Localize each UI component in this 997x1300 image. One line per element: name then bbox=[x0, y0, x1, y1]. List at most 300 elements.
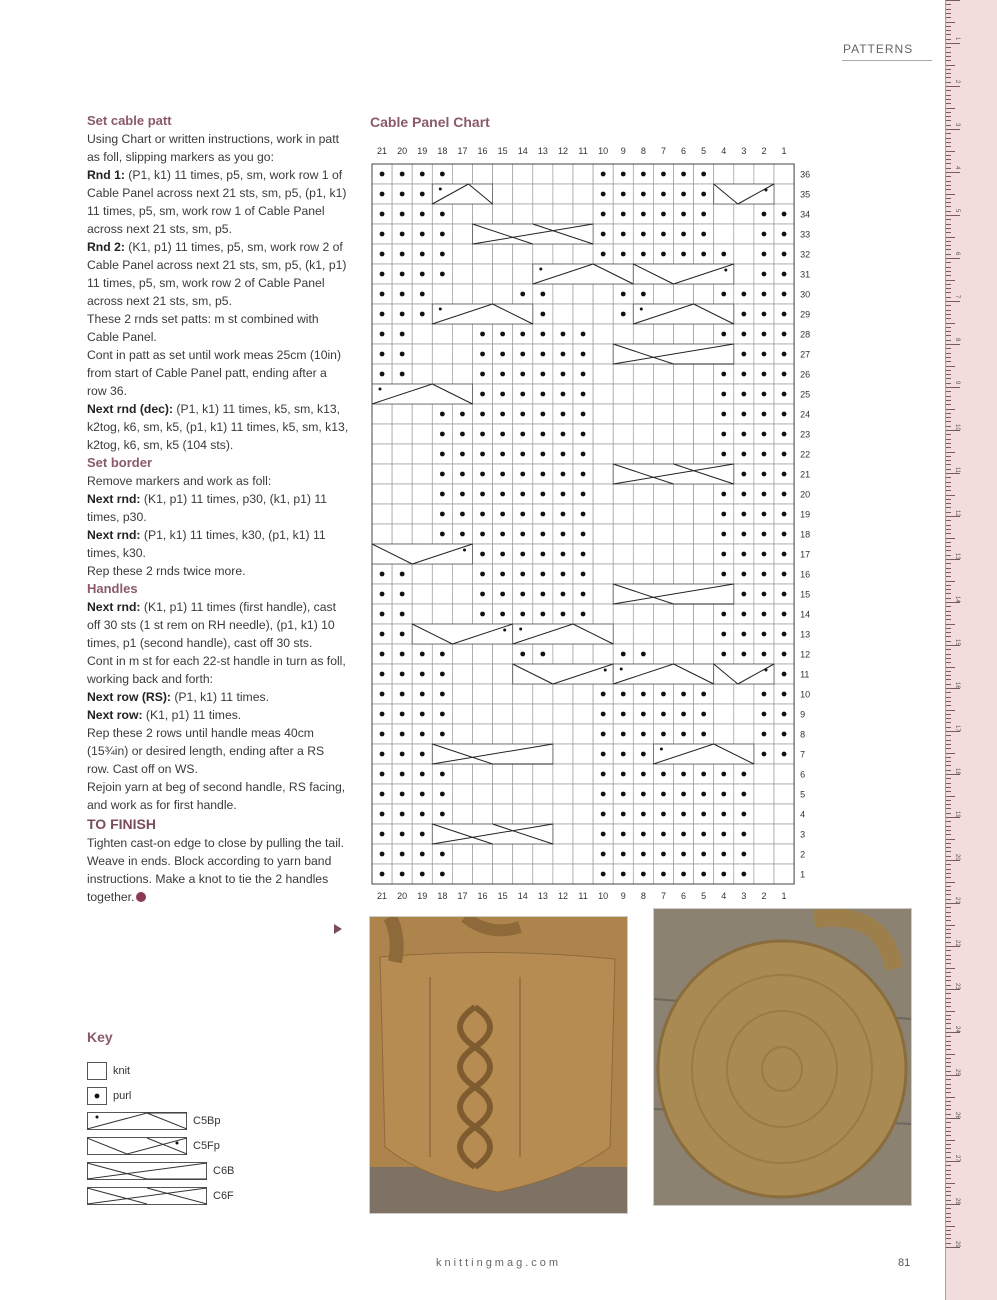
chart-row-label: 17 bbox=[800, 549, 811, 560]
chart-purl-dot bbox=[540, 612, 545, 617]
ruler-tick bbox=[946, 873, 951, 874]
chart-purl-dot bbox=[681, 872, 686, 877]
chart-purl-dot bbox=[741, 512, 746, 517]
chart-cell bbox=[473, 864, 493, 884]
chart-cell bbox=[513, 244, 533, 264]
chart-cell bbox=[412, 564, 432, 584]
ruler-tick bbox=[946, 576, 951, 577]
ruler-tick bbox=[946, 796, 955, 797]
chart-cell bbox=[553, 844, 573, 864]
chart-cell bbox=[593, 304, 613, 324]
ruler-tick bbox=[946, 598, 951, 599]
chart-purl-dot bbox=[420, 772, 425, 777]
chart-purl-dot bbox=[480, 532, 485, 537]
chart-row-label: 30 bbox=[800, 289, 811, 300]
chart-purl-dot bbox=[721, 552, 726, 557]
chart-cell bbox=[553, 244, 573, 264]
ruler-tick bbox=[946, 791, 951, 792]
chart-purl-dot bbox=[440, 472, 445, 477]
chart-purl-dot bbox=[440, 672, 445, 677]
chart-purl-dot bbox=[641, 832, 646, 837]
key-c5bp-label: C5Bp bbox=[193, 1115, 221, 1127]
chart-title: Cable Panel Chart bbox=[370, 114, 490, 130]
chart-purl-dot bbox=[440, 532, 445, 537]
chart-purl-dot bbox=[641, 692, 646, 697]
chart-purl-dot bbox=[440, 212, 445, 217]
chart-row-label: 26 bbox=[800, 369, 811, 380]
ruler-number: 14 bbox=[954, 596, 960, 603]
ruler-tick bbox=[946, 1079, 951, 1080]
chart-cell bbox=[573, 684, 593, 704]
chart-purl-dot bbox=[380, 692, 385, 697]
ruler-tick bbox=[946, 245, 951, 246]
chart-purl-dot bbox=[380, 772, 385, 777]
chart-purl-dot bbox=[701, 252, 706, 257]
chart-purl-dot bbox=[762, 392, 767, 397]
chart-purl-dot bbox=[480, 452, 485, 457]
chart-purl-dot bbox=[581, 612, 586, 617]
chart-cell bbox=[493, 644, 513, 664]
ruler-tick bbox=[946, 972, 951, 973]
ruler-tick bbox=[946, 555, 951, 556]
chart-col-label-top: 4 bbox=[721, 146, 727, 156]
ruler-tick bbox=[946, 1208, 951, 1209]
chart-cell bbox=[573, 304, 593, 324]
ruler-tick bbox=[946, 1049, 951, 1050]
chart-purl-dot bbox=[762, 752, 767, 757]
ruler-tick bbox=[946, 409, 955, 410]
ruler-tick bbox=[946, 980, 951, 981]
chart-purl-dot bbox=[440, 412, 445, 417]
ruler-tick bbox=[946, 305, 951, 306]
chart-row-label: 1 bbox=[800, 869, 806, 880]
ruler-tick bbox=[946, 1221, 951, 1222]
chart-cell bbox=[432, 364, 452, 384]
chart-purl-dot bbox=[621, 252, 626, 257]
chart-cell bbox=[553, 284, 573, 304]
key-purl bbox=[87, 1086, 131, 1106]
chart-cell bbox=[473, 664, 493, 684]
chart-purl-dot bbox=[621, 812, 626, 817]
chart-purl-dot bbox=[561, 372, 566, 377]
chart-purl-dot bbox=[581, 572, 586, 577]
chart-purl-dot bbox=[540, 532, 545, 537]
ruler-tick bbox=[946, 929, 951, 930]
chart-col-label-top: 3 bbox=[741, 146, 747, 156]
chart-purl-dot bbox=[721, 572, 726, 577]
chart-purl-dot bbox=[762, 532, 767, 537]
chart-cell bbox=[573, 844, 593, 864]
chart-purl-dot bbox=[741, 472, 746, 477]
chart-cell bbox=[653, 324, 673, 344]
ruler-tick bbox=[946, 710, 955, 711]
chart-purl-dot bbox=[420, 812, 425, 817]
ruler-tick bbox=[946, 525, 951, 526]
ruler-tick bbox=[946, 1071, 951, 1072]
chart-col-label-top: 20 bbox=[397, 146, 408, 156]
chart-purl-dot bbox=[540, 292, 545, 297]
chart-row-label: 3 bbox=[800, 829, 806, 840]
ruler-tick bbox=[946, 813, 951, 814]
ruler-tick bbox=[946, 129, 960, 130]
chart-purl-dot bbox=[782, 452, 787, 457]
chart-cell bbox=[452, 664, 472, 684]
chart-purl-dot bbox=[681, 232, 686, 237]
chart-col-label-bottom: 20 bbox=[397, 891, 408, 901]
chart-cell bbox=[493, 844, 513, 864]
ruler-tick bbox=[946, 1097, 955, 1098]
chart-purl-dot bbox=[762, 252, 767, 257]
chart-purl-dot bbox=[380, 312, 385, 317]
chart-cell bbox=[573, 804, 593, 824]
chart-purl-dot bbox=[721, 252, 726, 257]
ruler-tick bbox=[946, 1200, 951, 1201]
chart-cell bbox=[412, 364, 432, 384]
chart-purl-dot bbox=[460, 492, 465, 497]
chart-purl-dot bbox=[661, 772, 666, 777]
chart-cell bbox=[452, 344, 472, 364]
chart-purl-dot bbox=[581, 372, 586, 377]
chart-col-label-top: 11 bbox=[578, 146, 588, 156]
chart-cell bbox=[653, 284, 673, 304]
chart-cell bbox=[774, 864, 794, 884]
ruler-tick bbox=[946, 1109, 951, 1110]
ruler-tick bbox=[946, 1157, 951, 1158]
chart-purl-dot bbox=[480, 332, 485, 337]
chart-cell bbox=[653, 544, 673, 564]
set-cable-heading: Set cable patt bbox=[87, 113, 172, 128]
chart-cell bbox=[613, 484, 633, 504]
chart-col-label-top: 5 bbox=[701, 146, 707, 156]
chart-cable-purl-dot bbox=[379, 388, 382, 391]
chart-cable-purl-dot bbox=[604, 669, 607, 672]
ruler-tick bbox=[946, 301, 960, 302]
chart-cell bbox=[493, 764, 513, 784]
chart-purl-dot bbox=[621, 232, 626, 237]
chart-purl-dot bbox=[741, 452, 746, 457]
ruler-tick bbox=[946, 138, 951, 139]
chart-col-label-bottom: 1 bbox=[781, 891, 787, 901]
chart-purl-dot bbox=[641, 712, 646, 717]
chart-cell bbox=[653, 644, 673, 664]
chart-purl-dot bbox=[400, 272, 405, 277]
chart-purl-dot bbox=[500, 452, 505, 457]
chart-purl-dot bbox=[400, 832, 405, 837]
ruler-tick bbox=[946, 9, 951, 10]
chart-purl-dot bbox=[540, 332, 545, 337]
chart-cell bbox=[774, 804, 794, 824]
chart-purl-dot bbox=[500, 392, 505, 397]
chart-row-label: 12 bbox=[800, 649, 811, 660]
chart-cell bbox=[412, 344, 432, 364]
ruler-tick bbox=[946, 39, 951, 40]
chart-purl-dot bbox=[540, 392, 545, 397]
chart-cell bbox=[553, 204, 573, 224]
chart-purl-dot bbox=[581, 532, 586, 537]
chart-purl-dot bbox=[540, 372, 545, 377]
chart-cell bbox=[372, 504, 392, 524]
chart-cell bbox=[593, 444, 613, 464]
chart-cell bbox=[513, 764, 533, 784]
ruler-tick bbox=[946, 340, 951, 341]
chart-purl-dot bbox=[540, 552, 545, 557]
chart-purl-dot bbox=[520, 432, 525, 437]
chart-cell bbox=[633, 544, 653, 564]
ruler-tick bbox=[946, 1165, 951, 1166]
chart-purl-dot bbox=[762, 412, 767, 417]
chart-row-label: 7 bbox=[800, 749, 806, 760]
chart-cell bbox=[573, 864, 593, 884]
border-rnd2-label: Next rnd: bbox=[87, 528, 141, 542]
chart-purl-dot bbox=[581, 492, 586, 497]
chart-cell bbox=[372, 524, 392, 544]
chart-row-label: 32 bbox=[800, 249, 811, 260]
chart-row-label: 11 bbox=[800, 669, 810, 680]
chart-purl-dot bbox=[460, 452, 465, 457]
ruler-tick bbox=[946, 701, 951, 702]
ruler-tick bbox=[946, 90, 951, 91]
chart-cell bbox=[533, 724, 553, 744]
ruler-tick bbox=[946, 99, 951, 100]
ruler-tick bbox=[946, 69, 951, 70]
chart-purl-dot bbox=[741, 332, 746, 337]
chart-cell bbox=[553, 184, 573, 204]
chart-col-label-top: 1 bbox=[781, 146, 787, 156]
chart-cell bbox=[553, 864, 573, 884]
chart-cell bbox=[734, 224, 754, 244]
ruler-tick bbox=[946, 1015, 951, 1016]
chart-row-label: 28 bbox=[800, 329, 811, 340]
chart-purl-dot bbox=[400, 692, 405, 697]
chart-cell bbox=[593, 384, 613, 404]
ruler-tick bbox=[946, 168, 951, 169]
chart-cell bbox=[533, 864, 553, 884]
ruler-tick bbox=[946, 383, 951, 384]
chart-cell bbox=[473, 264, 493, 284]
chart-purl-dot bbox=[520, 552, 525, 557]
chart-row-label: 2 bbox=[800, 849, 806, 860]
chart-cell bbox=[674, 324, 694, 344]
chart-purl-dot bbox=[520, 492, 525, 497]
chart-cable-purl-dot bbox=[519, 628, 522, 631]
ruler-tick bbox=[946, 529, 951, 530]
chart-purl-dot bbox=[721, 632, 726, 637]
chart-cell bbox=[674, 364, 694, 384]
chart-cell bbox=[674, 604, 694, 624]
chart-purl-dot bbox=[440, 652, 445, 657]
chart-purl-dot bbox=[661, 812, 666, 817]
set-cable-intro: Using Chart or written instructions, work in patt as foll, slipping markers as you go: bbox=[87, 132, 339, 164]
chart-cell bbox=[633, 504, 653, 524]
chart-purl-dot bbox=[762, 692, 767, 697]
chart-purl-dot bbox=[440, 692, 445, 697]
ruler-number: 16 bbox=[954, 682, 960, 689]
chart-purl-dot bbox=[641, 872, 646, 877]
chart-cell bbox=[694, 504, 714, 524]
chart-purl-dot bbox=[762, 312, 767, 317]
chart-purl-dot bbox=[762, 572, 767, 577]
chart-cell bbox=[674, 624, 694, 644]
chart-cell bbox=[633, 324, 653, 344]
footer-url: knittingmag.com bbox=[435, 1257, 562, 1269]
ruler-tick bbox=[946, 194, 955, 195]
ruler-tick bbox=[946, 843, 951, 844]
ruler-tick bbox=[946, 297, 951, 298]
c6b-symbol-icon bbox=[87, 1162, 207, 1180]
chart-purl-dot bbox=[701, 772, 706, 777]
chart-purl-dot bbox=[500, 492, 505, 497]
ruler-number: 10 bbox=[954, 424, 960, 431]
chart-col-label-bottom: 12 bbox=[557, 891, 568, 901]
chart-col-label-bottom: 5 bbox=[701, 891, 707, 901]
chart-purl-dot bbox=[681, 792, 686, 797]
chart-cell bbox=[754, 804, 774, 824]
handles-ws-row bbox=[87, 706, 349, 724]
chart-purl-dot bbox=[701, 192, 706, 197]
chart-purl-dot bbox=[661, 792, 666, 797]
ruler-tick bbox=[946, 1041, 951, 1042]
chart-purl-dot bbox=[380, 612, 385, 617]
ruler-tick bbox=[946, 959, 951, 960]
ruler-tick bbox=[946, 1178, 951, 1179]
chart-cell bbox=[553, 704, 573, 724]
chart-row-label: 25 bbox=[800, 389, 811, 400]
chart-purl-dot bbox=[400, 372, 405, 377]
bag-front-photo bbox=[369, 916, 628, 1214]
ruler-tick bbox=[946, 877, 951, 878]
chart-purl-dot bbox=[621, 312, 626, 317]
chart-purl-dot bbox=[681, 732, 686, 737]
chart-purl-dot bbox=[741, 432, 746, 437]
chart-col-label-bottom: 16 bbox=[477, 891, 488, 901]
chart-purl-dot bbox=[540, 492, 545, 497]
chart-cell bbox=[714, 684, 734, 704]
chart-purl-dot bbox=[782, 352, 787, 357]
chart-purl-dot bbox=[681, 812, 686, 817]
chart-purl-dot bbox=[782, 732, 787, 737]
ruler-tick bbox=[946, 950, 951, 951]
chart-cell bbox=[533, 164, 553, 184]
ruler-number: 25 bbox=[954, 1069, 960, 1076]
key-c6b-label: C6B bbox=[213, 1165, 235, 1177]
chart-cell bbox=[573, 704, 593, 724]
chart-cell bbox=[432, 564, 452, 584]
chart-cell bbox=[653, 384, 673, 404]
ruler-tick bbox=[946, 1045, 951, 1046]
chart-purl-dot bbox=[741, 372, 746, 377]
chart-purl-dot bbox=[440, 452, 445, 457]
chart-purl-dot bbox=[782, 252, 787, 257]
chart-cell bbox=[452, 684, 472, 704]
chart-cell bbox=[613, 624, 633, 644]
chart-cell bbox=[593, 504, 613, 524]
chart-purl-dot bbox=[400, 312, 405, 317]
ruler-tick bbox=[946, 280, 955, 281]
chart-row-label: 14 bbox=[800, 609, 811, 620]
chart-col-label-bottom: 15 bbox=[497, 891, 508, 901]
chart-purl-dot bbox=[520, 592, 525, 597]
key-c5bp bbox=[87, 1111, 221, 1131]
chart-cell bbox=[774, 164, 794, 184]
chart-cell bbox=[412, 524, 432, 544]
chart-purl-dot bbox=[540, 512, 545, 517]
ruler-tick bbox=[946, 254, 951, 255]
chart-cell bbox=[754, 164, 774, 184]
ruler-tick bbox=[946, 1122, 951, 1123]
chart-cell bbox=[714, 724, 734, 744]
chart-purl-dot bbox=[520, 392, 525, 397]
chart-cell bbox=[493, 164, 513, 184]
ruler-tick bbox=[946, 783, 951, 784]
chart-purl-dot bbox=[581, 392, 586, 397]
chart-purl-dot bbox=[641, 752, 646, 757]
chart-cell bbox=[473, 644, 493, 664]
chart-cable-purl-dot bbox=[503, 629, 506, 632]
chart-cell bbox=[633, 564, 653, 584]
chart-purl-dot bbox=[480, 492, 485, 497]
chart-purl-dot bbox=[762, 372, 767, 377]
chart-col-label-top: 16 bbox=[477, 146, 488, 156]
set-border-intro: Remove markers and work as foll: bbox=[87, 474, 272, 488]
ruler-tick bbox=[946, 920, 951, 921]
ruler-tick bbox=[946, 864, 951, 865]
chart-purl-dot bbox=[400, 572, 405, 577]
chart-purl-dot bbox=[380, 272, 385, 277]
chart-cell bbox=[493, 664, 513, 684]
chart-purl-dot bbox=[420, 672, 425, 677]
ruler-number: 6 bbox=[954, 252, 960, 256]
c6f-symbol-icon bbox=[87, 1187, 207, 1205]
ruler-tick bbox=[946, 568, 951, 569]
chart-purl-dot bbox=[661, 232, 666, 237]
ruler-tick bbox=[946, 108, 955, 109]
chart-cell bbox=[553, 824, 573, 844]
ruler-tick bbox=[946, 1023, 951, 1024]
chart-row-label: 24 bbox=[800, 409, 811, 420]
chart-cell bbox=[653, 604, 673, 624]
ruler-number: 4 bbox=[954, 166, 960, 170]
chart-cell bbox=[452, 324, 472, 344]
chart-purl-dot bbox=[380, 752, 385, 757]
ruler-tick bbox=[946, 56, 951, 57]
chart-row-label: 23 bbox=[800, 429, 811, 440]
chart-cell bbox=[633, 444, 653, 464]
ruler-tick bbox=[946, 679, 951, 680]
ruler-tick bbox=[946, 512, 951, 513]
chart-purl-dot bbox=[782, 412, 787, 417]
chart-purl-dot bbox=[380, 712, 385, 717]
chart-purl-dot bbox=[701, 832, 706, 837]
ruler-tick bbox=[946, 856, 951, 857]
chart-purl-dot bbox=[420, 752, 425, 757]
chart-purl-dot bbox=[661, 192, 666, 197]
chart-purl-dot bbox=[480, 412, 485, 417]
chart-purl-dot bbox=[440, 812, 445, 817]
ruler-tick bbox=[946, 1105, 951, 1106]
chart-cell bbox=[774, 784, 794, 804]
chart-purl-dot bbox=[561, 452, 566, 457]
chart-purl-dot bbox=[440, 852, 445, 857]
chart-row-label: 15 bbox=[800, 589, 811, 600]
chart-cell bbox=[674, 444, 694, 464]
chart-cell bbox=[533, 764, 553, 784]
chart-col-label-bottom: 7 bbox=[660, 891, 666, 901]
chart-cell bbox=[694, 404, 714, 424]
rnd1-paragraph bbox=[87, 166, 349, 238]
chart-purl-dot bbox=[400, 352, 405, 357]
section-rule bbox=[842, 60, 932, 61]
chart-cell bbox=[513, 784, 533, 804]
